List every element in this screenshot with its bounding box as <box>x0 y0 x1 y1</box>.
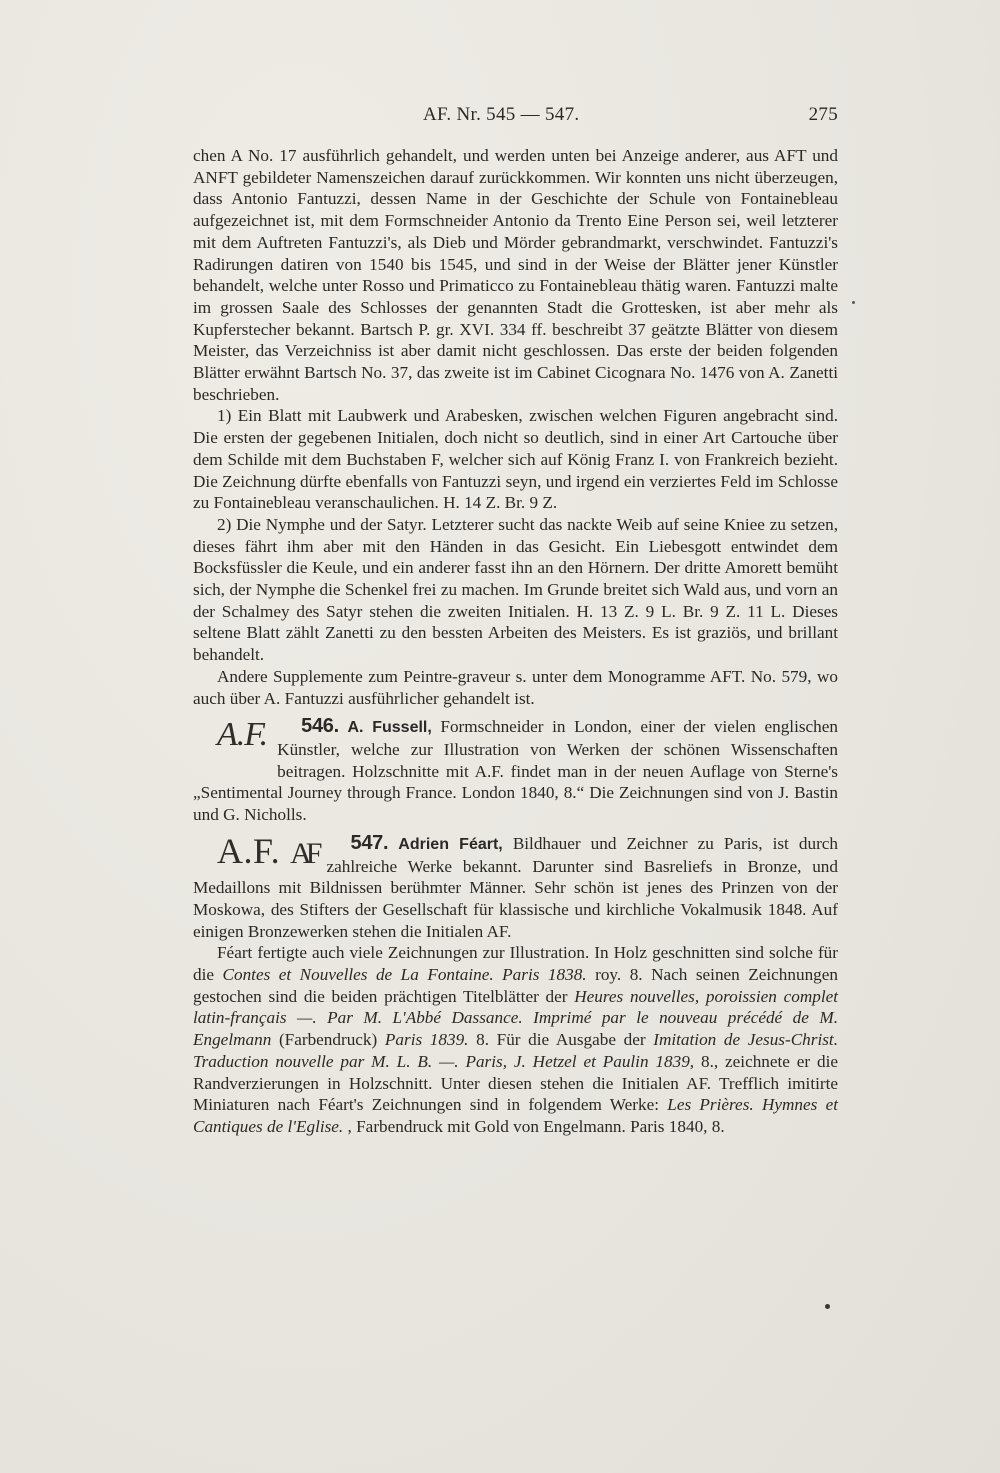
entry-547-illustrations <box>193 942 838 1137</box>
monogram-af-feart <box>193 830 317 877</box>
paragraph-intro: chen A No. 17 ausführlich gehandelt, und werden unten bei Anzeige anderer, aus AFT und ANFT gebildeter Namenszeichen darauf zurückkommen. Wir konnten uns nicht überzeugen, dass Antonio Fantuzzi, dessen Name in der Geschichte der Schule von Fontainebleau aufgezeichnet ist, mit dem Formschneider Antonio da Trento Eine Person sei, weil letzterer mit dem Auftreten Fantuzzi's, als Dieb und Mörder gebrandmarkt, verschwindet. Fantuzzi's Radirungen datiren von 1540 bis 1545, und sind in der Weise der Blätter jener Künstler behandelt, welche unter Rosso und Primaticco zu Fontainebleau thätig waren. Fantuzzi malte im grossen Saale des Schlosses der genannten Stadt die Grottesken, ist aber mehr als Kupferstecher bekannt. Bartsch P. gr. XVI. 334 ff. beschreibt 37 geätzte Blätter von diesem Meister, das Verzeichniss ist aber damit nicht geschlossen. Das erste der beiden folgenden Blätter erwähnt Bartsch No. 37, das zweite ist im Cabinet Cicognara No. 1476 von A. Zanetti beschrieben. <box>193 146 838 404</box>
body-text <box>193 145 838 1138</box>
paragraph-item-2: 2) Die Nymphe und der Satyr. Letzterer sucht das nackte Weib auf seine Kniee zu setzen, dieses fährt ihm aber mit den Händen in das Gesicht. Ein Liebesgott entwindet dem Bocksfüssler die Keule, und ein anderer fasst ihn an den Hörnern. Der dritte Amorett bemüht sich, der Nymphe die Schenkel frei zu machen. Im Grunde breitet sich Wald aus, und vorn an der Schalmey des Satyr stehen die zweiten Initialen. H. 13 Z. 9 L. Br. 9 Z. 11 L. Dieses seltene Blatt zählt Zanetti zu den bessten Arbeiten des Meisters. Es ist graziös, und brillant behandelt. <box>193 514 838 665</box>
book-title: Imitation de Jesus-Christ. Traduction nouvelle par M. L. B. —. Paris, J. Hetzel et Paulin 1839, <box>193 1030 838 1071</box>
entry-546 <box>193 716 838 826</box>
book-title: Paris 1839. <box>384 1030 469 1050</box>
book-title: Les Prières. Hymnes et Cantiques de l'Eglise. <box>193 1095 838 1136</box>
text-run: roy. 8. Nach seinen Zeichnungen gestochen sind die beiden prächtigen Titelblätter der <box>193 965 838 1006</box>
text-run: Féart fertigte auch viele Zeichnungen zur Illustration. In Holz geschnitten sind solche für die <box>193 943 838 985</box>
book-title: Contes et Nouvelles de La Fontaine. Paris 1838. <box>222 965 587 985</box>
book-title: Heures nouvelles, poroissien complet latin-français —. Par M. L'Abbé Dassance. Imprimé par le nouveau précédé de M. Engelmann <box>193 986 838 1050</box>
entry-number: 547. <box>350 831 389 854</box>
entry-547 <box>193 830 839 1138</box>
text-run: , Farbendruck mit Gold von Engelmann. Paris 1840, 8. <box>343 1116 725 1136</box>
monogram-af-dotted: A.F. <box>217 830 281 871</box>
page-header <box>193 104 838 128</box>
text-run: (Farbendruck) <box>271 1030 385 1050</box>
text-run: 8. Für die Ausgabe der <box>468 1030 654 1050</box>
text-run: 8., zeichnete er die Randverzierungen in Holzschnitt. Unter diesen stehen die Initialen AF. Trefflich imitirte Miniaturen nach Féart's Zeichnungen sind in folgendem Werke: <box>193 1051 839 1115</box>
monogram-af-ligature: AF <box>290 836 317 870</box>
page-number: 275 <box>808 104 838 125</box>
running-title: AF. Nr. 545 — 547. <box>423 104 580 125</box>
paragraph-item-1: 1) Ein Blatt mit Laubwerk und Arabesken, zwischen welchen Figuren angebracht sind. Die ersten der gegebenen Initialen, doch nicht so deutlich, sind in einer Art Cartouche über dem Schilde mit dem Buchstaben F, welcher sich auf König Franz I. von Frankreich bezieht. Die Zeichnung dürfte ebenfalls von Fantuzzi seyn, und irgend ein verziertes Feld im Schlosse zu Fontainebleau veranschaulichen. H. 14 Z. Br. 9 Z. <box>193 406 838 513</box>
ink-speck <box>825 1304 830 1309</box>
entry-text: Formschneider in London, einer der vielen englischen Künstler, welche zur Illustration von Werken der schönen Wissenschaften beitragen. Holzschnitte mit A.F. findet man in der neuen Auflage von Sterne's „Sentimental Journey through France. London 1840, 8.“ Die Zeichnungen sind von J. Bastin und G. Nicholls. <box>193 717 838 825</box>
entry-text: Bildhauer und Zeichner zu Paris, ist durch zahlreiche Werke bekannt. Darunter sind Basreliefs in Bronze, und Medaillons mit Bildnissen berühmter Männer. Sehr schön ist jenes des Prinzen von der Moskowa, des Stifters der Gesellschaft für klassische und kirchliche Vokalmusik 1848. Auf einigen Bronzewerken stehen die Initialen AF. <box>193 833 839 941</box>
entry-546-paragraph <box>193 716 838 826</box>
entry-artist-name: A. Fussell, <box>347 719 432 737</box>
paragraph-supplement: Andere Supplemente zum Peintre-graveur s. unter dem Monogramme AFT. No. 579, wo auch über A. Fantuzzi ausführlicher gehandelt ist. <box>193 666 838 708</box>
entry-artist-name: Adrien Féart, <box>398 835 503 853</box>
entry-547-paragraph <box>193 830 839 943</box>
ink-speck <box>852 301 855 304</box>
monogram-af-fussell: A.F. <box>217 716 268 754</box>
entry-number: 546. <box>301 715 339 738</box>
